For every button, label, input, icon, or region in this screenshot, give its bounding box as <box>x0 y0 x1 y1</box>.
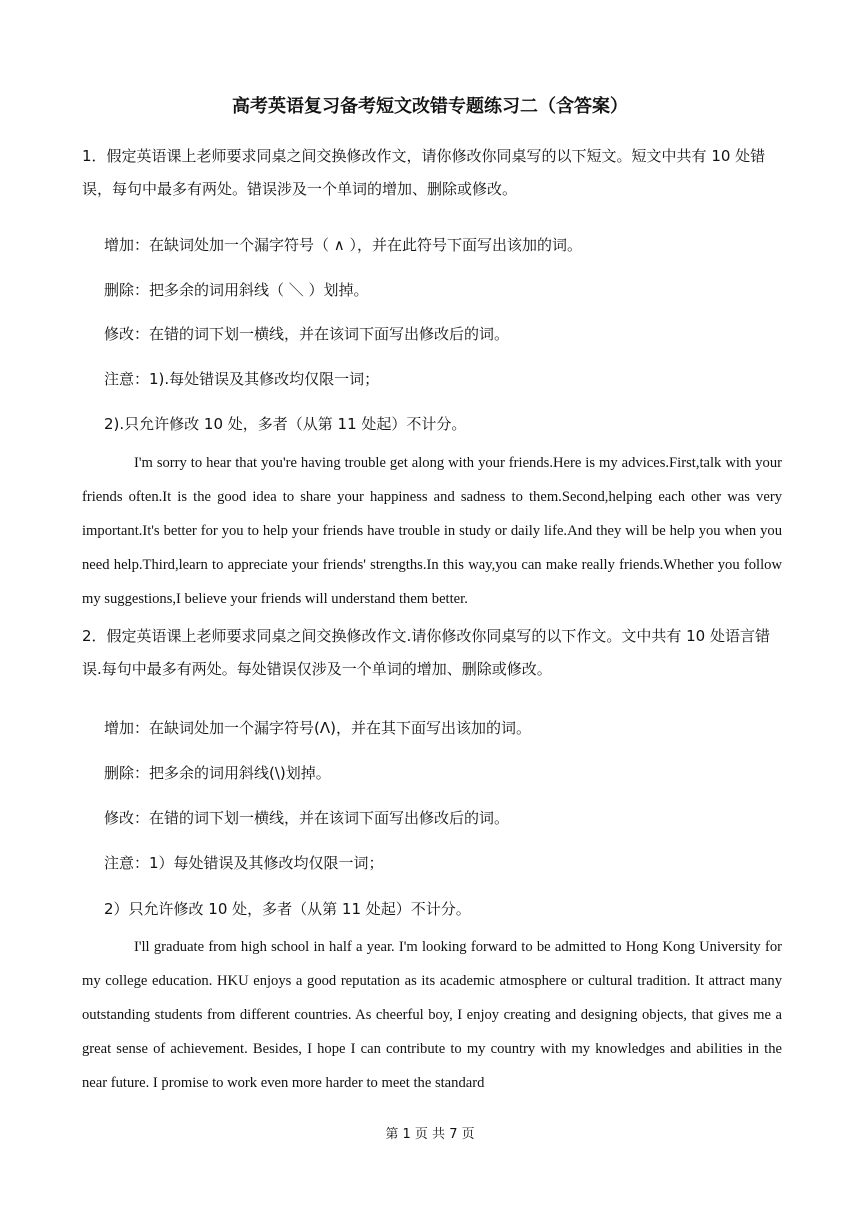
q1-delete-rule: 删除：把多余的词用斜线（ ＼ ）划掉。 <box>104 281 369 299</box>
q1-note-2: 2).只允许修改 10 处，多者（从第 11 处起）不计分。 <box>104 415 467 433</box>
q1-add-rule: 增加：在缺词处加一个漏字符号（ ∧ ），并在此符号下面写出该加的词。 <box>104 236 583 254</box>
q2-intro: 2．假定英语课上老师要求同桌之间交换修改作文.请你修改你同桌写的以下作文。文中共有 10 处语言错误.每句中最多有两处。每处错误仅涉及一个单词的增加、删除或修改。 <box>82 627 770 678</box>
q1-note-1: 注意：1).每处错误及其修改均仅限一词； <box>104 370 380 388</box>
page-title: 高考英语复习备考短文改错专题练习二（含答案） <box>232 96 628 117</box>
q2-note-1: 注意：1）每处错误及其修改均仅限一词； <box>104 854 384 872</box>
q2-delete-rule: 删除：把多余的词用斜线(\)划掉。 <box>104 764 331 782</box>
q2-essay: I'll graduate from high school in half a year. I'm looking forward to be admitted to Hong Kong University for my college education. HKU enjoys a good reputation as its academic atmosphere or cultural tradition. It attract many outstanding students from different countries. As cheerful boy, I enjoy creating and designing objects, that gives me a great sense of achievement. Besides, I hope I can contribute to my country with my knowledges and abilities in the near future. I promise to work even more harder to meet the standard <box>82 939 782 1091</box>
q1-essay: I'm sorry to hear that you're having trouble get along with your friends.Here is my advices.First,talk with your friends often.It is the good idea to share your happiness and sadness to them.Second,helping each other was very important.It's better for you to help your friends have trouble in study or daily life.And they will be help you when you need help.Third,learn to appreciate your friends' strengths.In this way,you can make really friends.Whether you follow my suggestions,I believe your friends will understand them better. <box>82 455 782 607</box>
q1-modify-rule: 修改：在错的词下划一横线，并在该词下面写出修改后的词。 <box>104 325 510 343</box>
page-footer: 第 1 页 共 7 页 <box>385 1127 475 1142</box>
q2-add-rule: 增加：在缺词处加一个漏字符号(Λ)，并在其下面写出该加的词。 <box>104 719 531 737</box>
q1-intro: 1．假定英语课上老师要求同桌之间交换修改作文，请你修改你同桌写的以下短文。短文中共有 10 处错误，每句中最多有两处。错误涉及一个单词的增加、删除或修改。 <box>82 147 766 198</box>
q2-note-2: 2）只允许修改 10 处，多者（从第 11 处起）不计分。 <box>104 900 471 918</box>
q2-modify-rule: 修改：在错的词下划一横线，并在该词下面写出修改后的词。 <box>104 809 510 827</box>
